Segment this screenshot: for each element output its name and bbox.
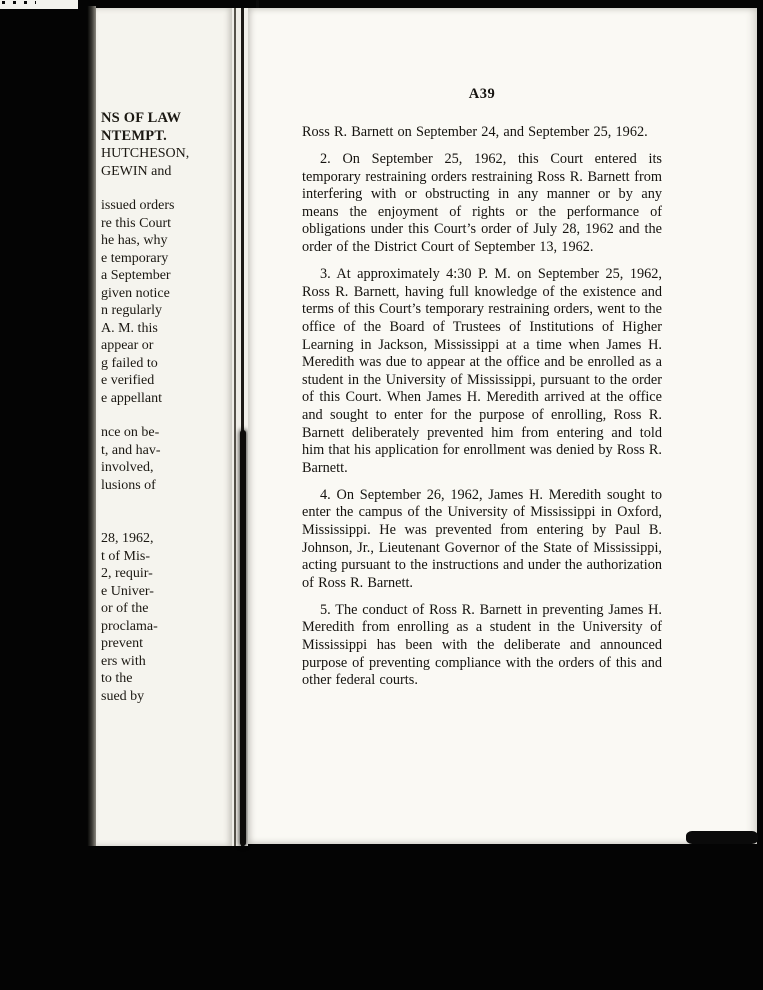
left-page-line: or of the — [101, 601, 149, 616]
left-page-line: prevent — [101, 636, 143, 651]
left-page-line: t, and hav- — [101, 442, 161, 458]
scan-edge-marks — [0, 0, 78, 9]
right-page — [248, 8, 757, 844]
left-page-line: e Univer- — [101, 583, 154, 599]
left-page-line: g failed to — [101, 355, 158, 371]
left-page-line: GEWIN and — [101, 163, 172, 179]
left-page-line: t of Mis- — [101, 548, 150, 564]
paragraph-5: 5. The conduct of Ross R. Barnett in preventing James H. Meredith from enrolling as a student in the University of Mississippi has been with the deliberate and announced purpose of preventing compliance with the orders of this and other federal courts. — [302, 601, 662, 689]
left-page-line: appear or — [101, 338, 154, 353]
left-page-line: NTEMPT. — [101, 127, 167, 144]
page-number: A39 — [468, 86, 496, 102]
left-page-line: sued by — [101, 688, 145, 704]
left-page-line: a September — [101, 268, 171, 283]
left-page-line: re this Court — [101, 215, 171, 231]
left-page-line: NS OF LAW — [101, 110, 182, 126]
left-page-line: involved, — [101, 460, 154, 475]
left-page-line: 2, requir- — [101, 566, 153, 581]
paragraph-3: 3. At approximately 4:30 P. M. on September 25, 1962, Ross R. Barnett, having full knowledge of the existence and terms of this Court’s temporary restraining orders, went to the office of the Board of Trustees of Institutions of Higher Learning in Jackson, Mississippi at a time when James H. Meredith was due to appear at the office and be enrolled as a student in the University of Mississippi, pursuant to the order of this Court. When James H. Meredith arrived at the office and sought to enter for the purpose of enrolling, Ross R. Barnett deliberately prevented him from entering and told him that his application for enrollment was denied by Ross R. Barnett. — [302, 266, 662, 476]
book-gutter-shadow — [240, 430, 246, 846]
page-edge-shadow — [87, 6, 96, 846]
paragraph-4: 4. On September 26, 1962, James H. Meredith sought to enter the campus of the University of Mississippi in Oxford, Mississippi. He was prevented from entering by Paul B. Johnson, Jr., Lieutenant Governor of the State of Mississippi, acting pursuant to the instructions and under the authorization of Ross R. Barnett. — [302, 486, 662, 591]
left-page-line: given notice — [101, 285, 170, 301]
left-page-line: lusions of — [101, 477, 156, 493]
left-page-line: n regularly — [101, 303, 163, 318]
left-page-line: issued orders — [101, 198, 175, 213]
left-page-line: to the — [101, 671, 133, 686]
left-page-line: proclama- — [101, 618, 158, 634]
left-page-line: HUTCHESON, — [101, 146, 190, 161]
ink-smudge — [686, 831, 758, 844]
left-page-line: nce on be- — [101, 425, 160, 440]
paragraph-2: 2. On September 25, 1962, this Court entered its temporary restraining orders restraining Ross R. Barnett from interfering with or obstructing in any manner or by any means the enjoyment of rights or the performance of obligations under this Court’s order of July 28, 1962 and the order of the District Court of September 13, 1962. — [302, 151, 662, 256]
left-page-line: he has, why — [101, 233, 168, 248]
paragraph-1: Ross R. Barnett on September 24, and September 25, 1962. — [302, 124, 648, 140]
page-text-block — [302, 124, 662, 690]
left-page-line: e appellant — [101, 390, 163, 406]
left-page-line: ers with — [101, 653, 146, 669]
left-page-line: A. M. this — [101, 320, 158, 336]
left-page-line: e temporary — [101, 250, 169, 266]
left-page-line: e verified — [101, 373, 155, 388]
left-page — [96, 8, 232, 846]
left-page-line: 28, 1962, — [101, 531, 154, 546]
